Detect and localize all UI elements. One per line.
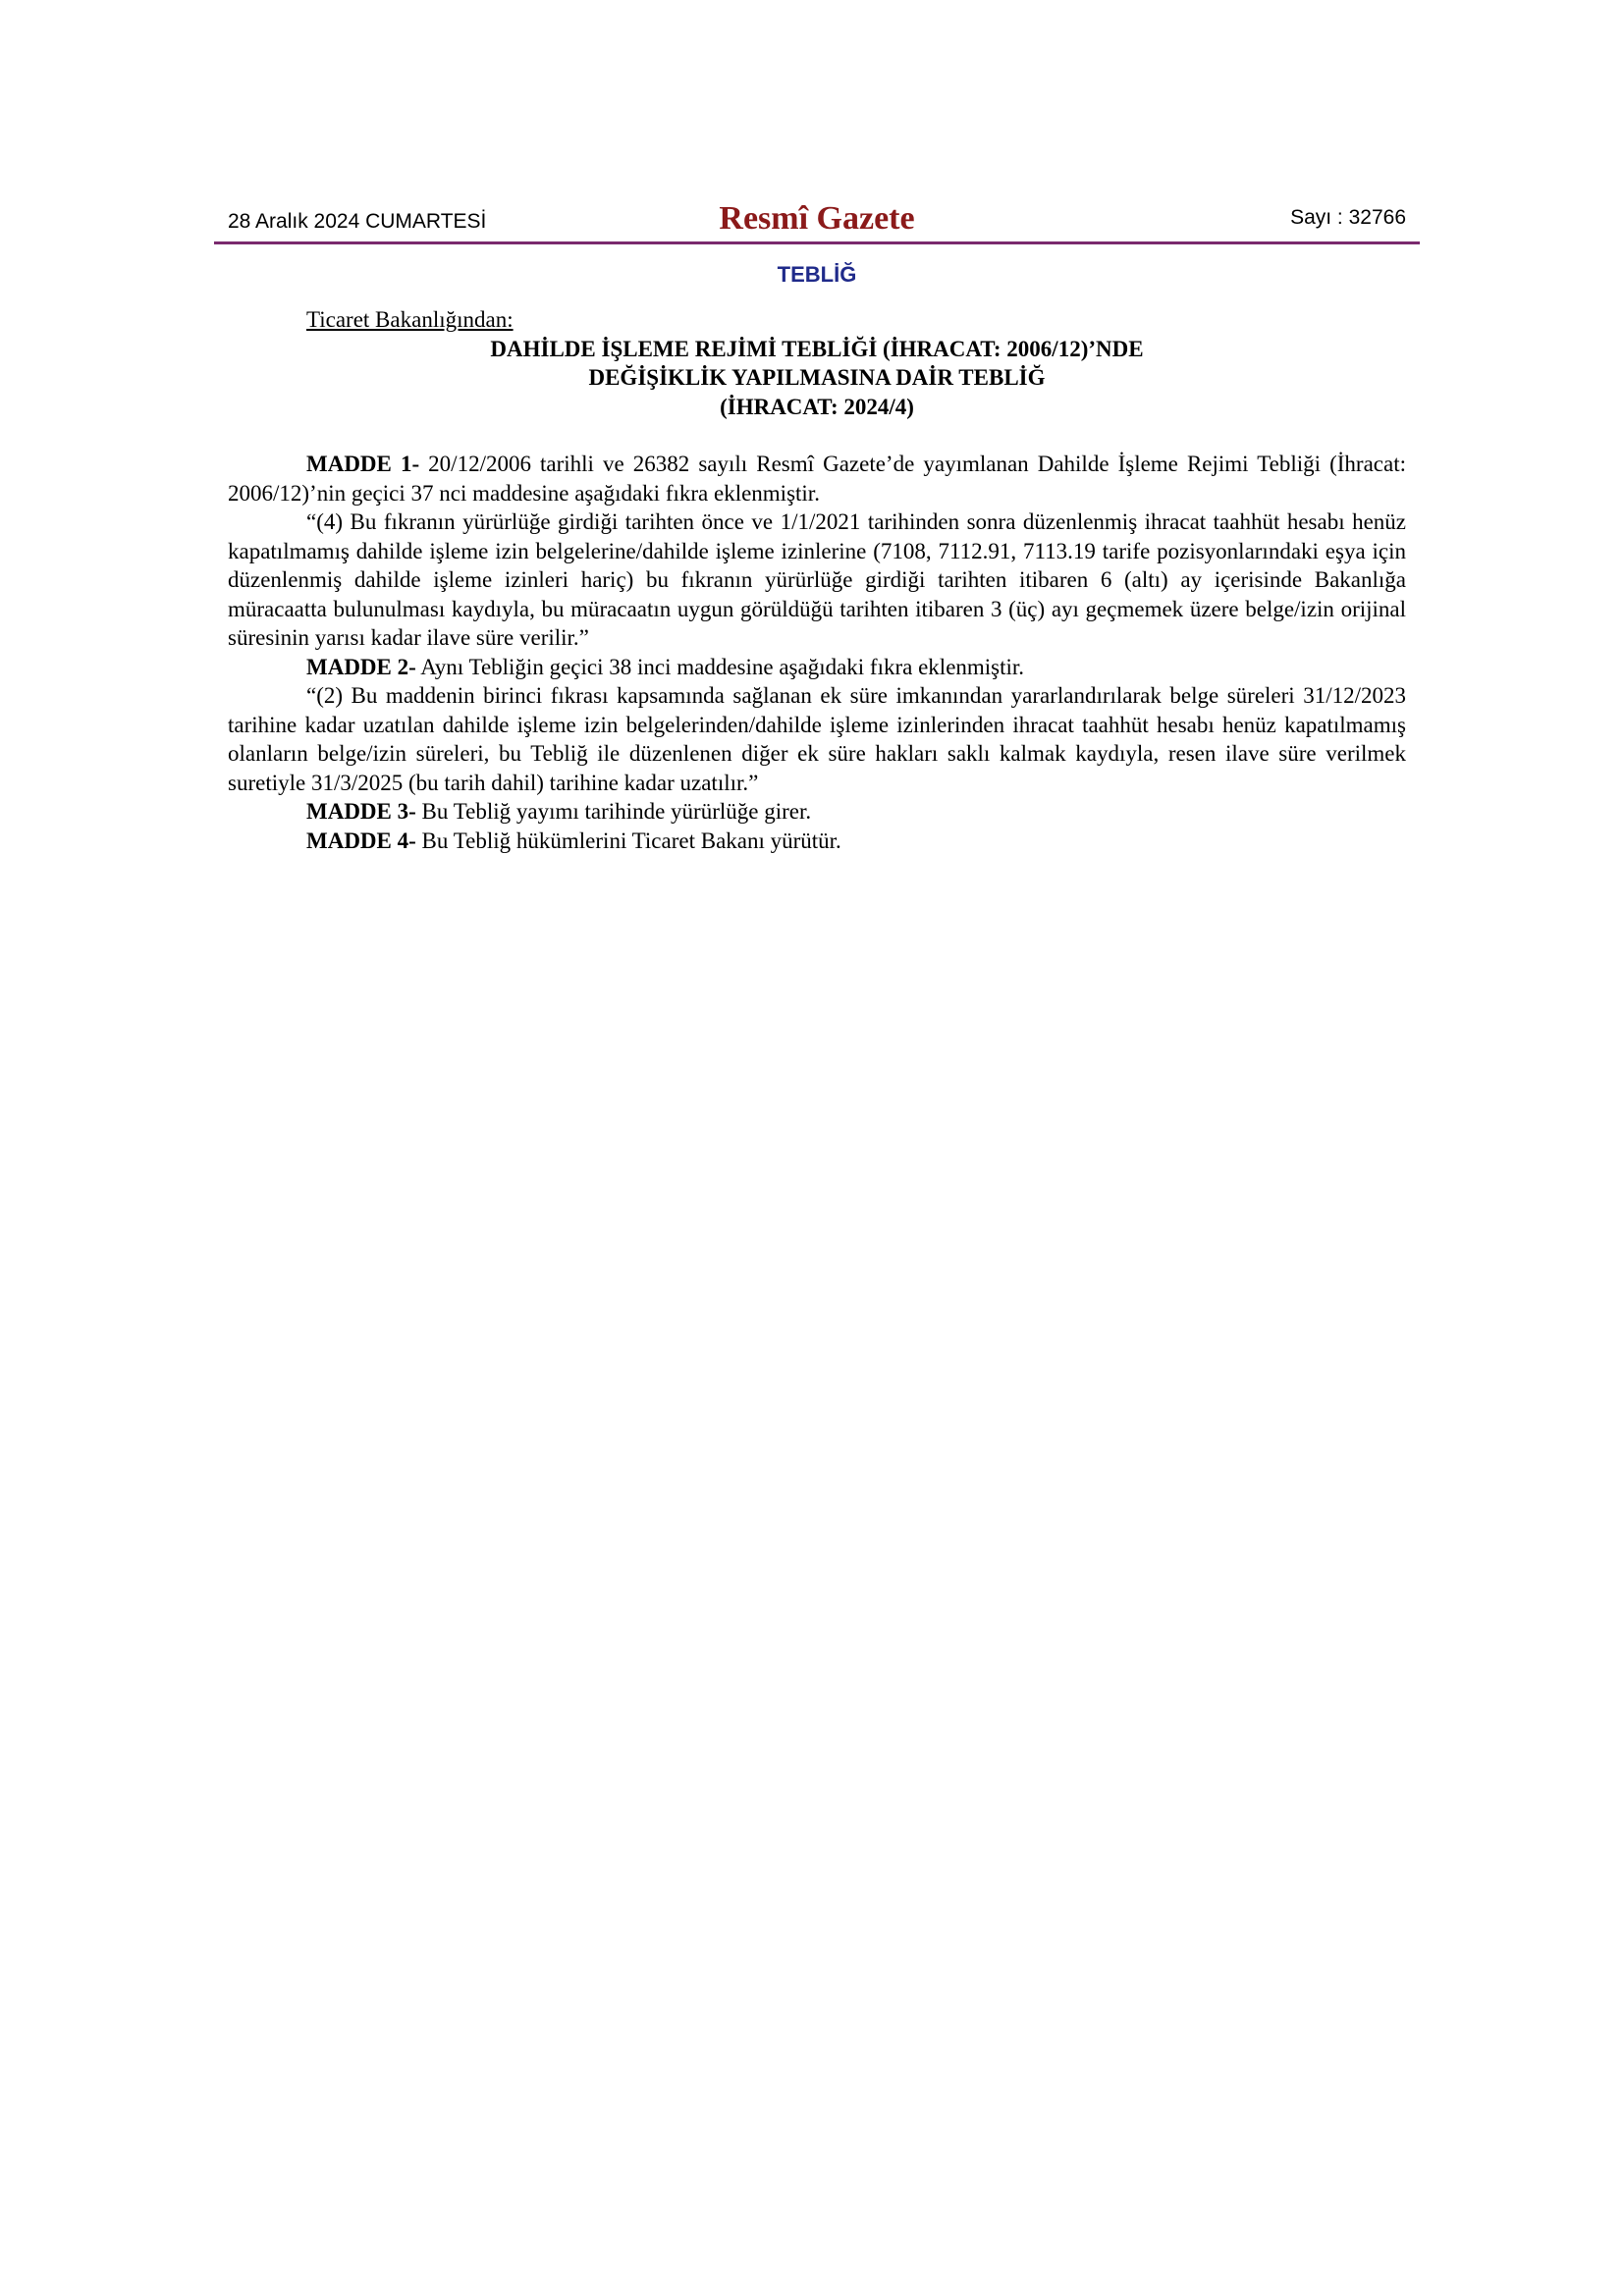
article-1-text: 20/12/2006 tarihli ve 26382 sayılı Resmî Gazete’de yayımlanan Dahilde İşleme Rejimi Tebliği (İhracat: 2006/12)’nin geçici 37 nci maddesine aşağıdaki fıkra eklenmiştir.	[228, 452, 1406, 506]
document-body	[214, 305, 1420, 855]
article-2-label: MADDE 2-	[306, 654, 416, 679]
article-1-quoted-clause: “(4) Bu fıkranın yürürlüğe girdiği tarihten önce ve 1/1/2021 tarihinden sonra düzenlenmiş ihracat taahhüt hesabı henüz kapatılmamış dahilde işleme izin belgelerine/dahilde işleme izinlerine (7108, 7112.91, 7113.19 tarife pozisyonlarındaki eşya için düzenlenmiş dahilde işleme izinleri hariç) bu fıkranın yürürlüğe girdiği tarihten itibaren 6 (altı) ay içerisinde Bakanlığa müracaatta bulunulması kaydıyla, bu müracaatın uygun görüldüğü tarihten itibaren 3 (üç) ayı geçmemek üzere belge/izin orijinal süresinin yarısı kadar ilave süre verilir.”	[228, 509, 1406, 650]
gazette-title: Resmî Gazete	[719, 200, 915, 237]
document-title	[228, 335, 1406, 422]
article-3-label: MADDE 3-	[306, 799, 416, 824]
article-2-text: Aynı Tebliğin geçici 38 inci maddesine aşağıdaki fıkra eklenmiştir.	[415, 654, 1025, 679]
issue-date: 28 Aralık 2024 CUMARTESİ	[228, 210, 487, 233]
article-4-text: Bu Tebliğ hükümlerini Ticaret Bakanı yürütür.	[415, 828, 841, 853]
section-label: TEBLİĞ	[777, 262, 857, 287]
gazette-header	[214, 192, 1420, 244]
article-3	[228, 797, 1406, 827]
document-title-line-1: DAHİLDE İŞLEME REJİMİ TEBLİĞİ (İHRACAT: 2006/12)’NDE	[490, 336, 1144, 361]
document-title-line-2: DEĞİŞİKLİK YAPILMASINA DAİR TEBLİĞ	[588, 365, 1046, 390]
article-2	[228, 653, 1406, 682]
issuing-ministry: Ticaret Bakanlığından:	[306, 307, 514, 332]
issue-number: Sayı : 32766	[1290, 206, 1406, 229]
article-3-text: Bu Tebliğ yayımı tarihinde yürürlüğe girer.	[415, 799, 812, 824]
article-4-label: MADDE 4-	[306, 828, 416, 853]
document-title-line-3: (İHRACAT: 2024/4)	[720, 394, 914, 419]
gazette-page	[214, 192, 1420, 855]
articles	[228, 450, 1406, 855]
article-4	[228, 827, 1406, 856]
article-2-quoted-clause: “(2) Bu maddenin birinci fıkrası kapsamında sağlanan ek süre imkanından yararlandırılarak belge süreleri 31/12/2023 tarihine kadar uzatılan dahilde işleme izin belgelerinden/dahilde işleme izinlerinden ihracat taahhüt hesabı henüz kapatılmamış olanların belge/izin süreleri, bu Tebliğ ile düzenlenen diğer ek süre hakları saklı kalmak kaydıyla, resen ilave süre verilmek suretiyle 31/3/2025 (bu tarih dahil) tarihine kadar uzatılır.”	[228, 683, 1406, 795]
article-1	[228, 450, 1406, 507]
article-1-label: MADDE 1-	[306, 452, 420, 476]
